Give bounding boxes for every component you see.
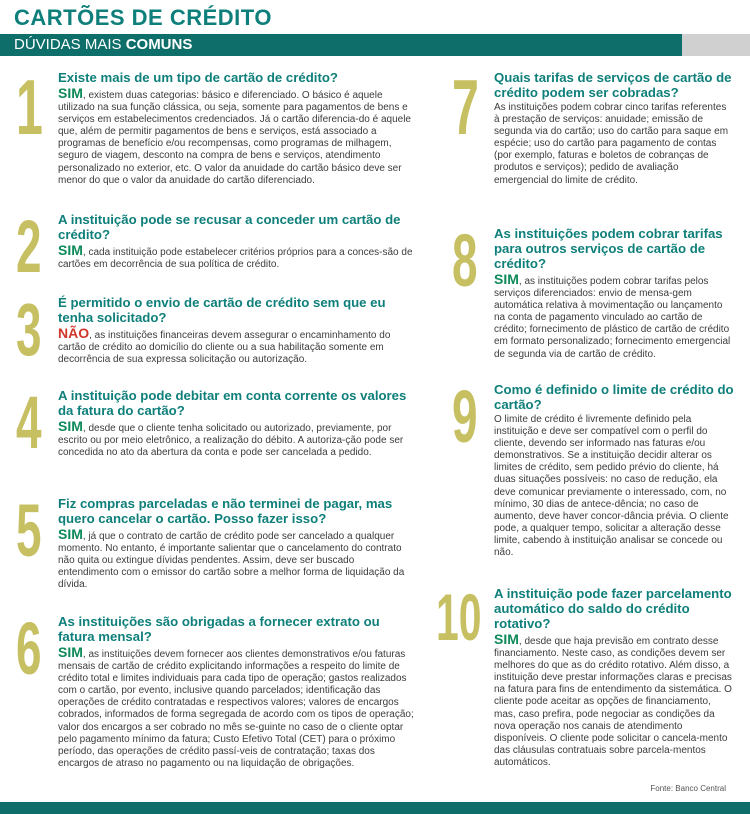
faq-number: 7: [452, 63, 479, 151]
faq-number: 4: [16, 381, 42, 464]
faq-item-4: [16, 381, 414, 464]
answer-keyword: SIM: [58, 526, 83, 542]
source-credit: Fonte: Banco Central: [650, 784, 726, 793]
answer-keyword: SIM: [58, 242, 83, 258]
faq-answer: O limite de crédito é livremente definido pela instituição e deve ser compatível com o perfil do cliente, devendo ser informado nas faturas e/ou demonstrativos. Se a instituição decidir alterar os limites de crédito, sem pedido prévio do cliente, há duas situações possíveis: no caso de redução, ela deve comunicar previamente o interessado, com, no mínimo, 30 dias de antece-dência; no caso de aumento, deve haver concor-dância prévia. O cliente pode, a qualquer tempo, solicitar a alteração desse limite, cabendo à instituição analisar se concede ou não.: [494, 414, 729, 559]
faq-answer: SIM, cada instituição pode estabelecer critérios próprios para a conces-são de cartões em decorrência de sua política de crédito.: [58, 242, 413, 271]
faq-item-9: [452, 375, 734, 559]
page-title: CARTÕES DE CRÉDITO: [14, 5, 272, 30]
faq-question: As instituições podem cobrar tarifas para outros serviços de cartão de crédito?: [494, 226, 723, 271]
answer-keyword: SIM: [58, 418, 83, 434]
faq-question: É permitido o envio de cartão de crédito sem que eu tenha solicitado?: [58, 295, 386, 325]
subtitle-bold: COMUNS: [125, 36, 193, 53]
faq-answer: SIM, já que o contrato de cartão de crédito pode ser cancelado a qualquer momento. No entanto, é importante salientar que o cancelamento do contrato não quita ou extingue dívidas pendentes. Assim, deve ser buscado entendimento com o emissor do cartão sobre a melhor forma de liquidação da dívida.: [58, 526, 405, 591]
faq-question: Fiz compras parceladas e não terminei de pagar, mas quero cancelar o cartão. Posso fazer isso?: [58, 496, 393, 526]
faq-question: As instituições são obrigadas a fornecer extrato ou fatura mensal?: [58, 614, 380, 644]
faq-number: 8: [452, 219, 478, 302]
faq-question: Quais tarifas de serviços de cartão de crédito podem ser cobradas?: [494, 70, 732, 100]
faq-answer: SIM, as instituições podem cobrar tarifas pelos serviços diferenciados: envio de mensa-gem automática relativa à movimentação ou lançamento na conta de pagamento vinculado ao cartão de crédito; fornecimento de plástico de cartão de crédito em formato personalizado; fornecimento emergencial de segunda via de cartão de crédito.: [494, 271, 731, 360]
faq-number: 9: [452, 375, 478, 458]
faq-answer: SIM, as instituições devem fornecer aos clientes demonstrativos e/ou faturas mensais de cartão de crédito explicitando informações a respeito do limite de crédito total e limites individuais para cada tipo de operação; gastos realizados com o cartão, por evento, inclusive quando parcelados; identificação das operações de crédito contratadas e respectivos valores; valores de encargos cobrados, informados de forma segregada de acordo com os tipos de operação; valor dos encargos a ser cobrado no mês se-guinte no caso de o cliente optar pelo pagamento mínimo da fatura; Custo Efetivo Total (CET) para o próximo período, das operações de crédito passí-veis de contratação; taxas dos encargos de atraso no pagamento ou na liquidação de obrigações.: [58, 644, 414, 769]
answer-keyword: SIM: [58, 85, 83, 101]
faq-answer: SIM, desde que o cliente tenha solicitado ou autorizado, previamente, por escrito ou por meio eletrônico, a realização do débito. A autoriza-ção pode ser concedida no ato da abertura da conta e pode ser cancelada a pedido.: [58, 418, 404, 459]
faq-question: A instituição pode se recusar a conceder um cartão de crédito?: [58, 212, 401, 242]
faq-question: Como é definido o limite de crédito do cartão?: [494, 382, 734, 412]
subtitle-light: DÚVIDAS MAIS: [14, 36, 126, 53]
faq-item-10: [436, 580, 734, 769]
faq-question: A instituição pode fazer parcelamento automático do saldo do crédito rotativo?: [494, 586, 732, 631]
faq-item-2: [16, 205, 414, 288]
faq-answer: NÃO, as instituições financeiras devem assegurar o encaminhamento do cartão de crédito ao domicílio do cliente ou a sua habilitação somente em decorrência de sua expressa solicitação ou autorização.: [58, 325, 391, 366]
faq-item-7: [452, 63, 734, 187]
answer-keyword: SIM: [58, 644, 83, 660]
faq-number: 3: [16, 288, 42, 371]
faq-item-8: [452, 219, 734, 361]
faq-number: 2: [16, 205, 42, 288]
answer-keyword: SIM: [494, 271, 519, 287]
answer-keyword: NÃO: [58, 325, 90, 341]
page-subtitle: [14, 34, 192, 56]
footer-bar: [0, 802, 750, 814]
faq-answer: As instituições podem cobrar cinco tarifas referentes à prestação de serviços: anuidade; emissão de segunda via do cartão; uso do cartão para saque em espécie; uso do cartão para pagamento de contas (por exemplo, faturas e boletos de cobranças de produtos e serviços); pedido de avaliação emergencial do limite de crédito.: [494, 102, 729, 186]
faq-item-6: [16, 607, 414, 770]
answer-keyword: SIM: [494, 631, 519, 647]
faq-number: 6: [16, 607, 42, 690]
faq-item-3: [16, 288, 414, 371]
faq-number: 10: [436, 580, 482, 654]
faq-item-5: [16, 489, 414, 591]
faq-answer: SIM, existem duas categorias: básico e diferenciado. O básico é aquele utilizado na sua função clássica, ou seja, somente para pagamentos de bens e serviços em estabelecimentos credenciados. Já o cartão diferencia-do é aquele que, além de permitir pagamentos de bens e serviços, está associado a programas de benefício e/ou recompensas, como programas de milhagem, seguro de viagem, desconto na compra de bens e serviços, atendimento personalizado no exterior, etc. O valor da anuidade do cartão básico deve ser menor do que o valor da anuidade do cartão diferenciado.: [58, 85, 411, 186]
faq-answer: SIM, desde que haja previsão em contrato desse financiamento. Neste caso, as condições devem ser melhores do que as do crédito rotativo. Além disso, a instituição deve prestar informações claras e precisas na fatura para fins de entendimento da sistemática. O cliente pode aceitar as opções de financiamento, mas, caso prefira, pode negociar as condições da nova operação nos canais de atendimento disponíveis. O cliente pode solicitar o cancela-mento das cláusulas contratuais sobre parcela-mentos automáticos.: [494, 631, 732, 768]
faq-question: A instituição pode debitar em conta corrente os valores da fatura do cartão?: [58, 388, 407, 418]
bar-accent: [682, 34, 750, 56]
faq-question: Existe mais de um tipo de cartão de crédito?: [58, 70, 338, 85]
faq-number: 1: [16, 63, 43, 151]
faq-number: 5: [16, 489, 42, 572]
faq-item-1: [16, 63, 414, 187]
